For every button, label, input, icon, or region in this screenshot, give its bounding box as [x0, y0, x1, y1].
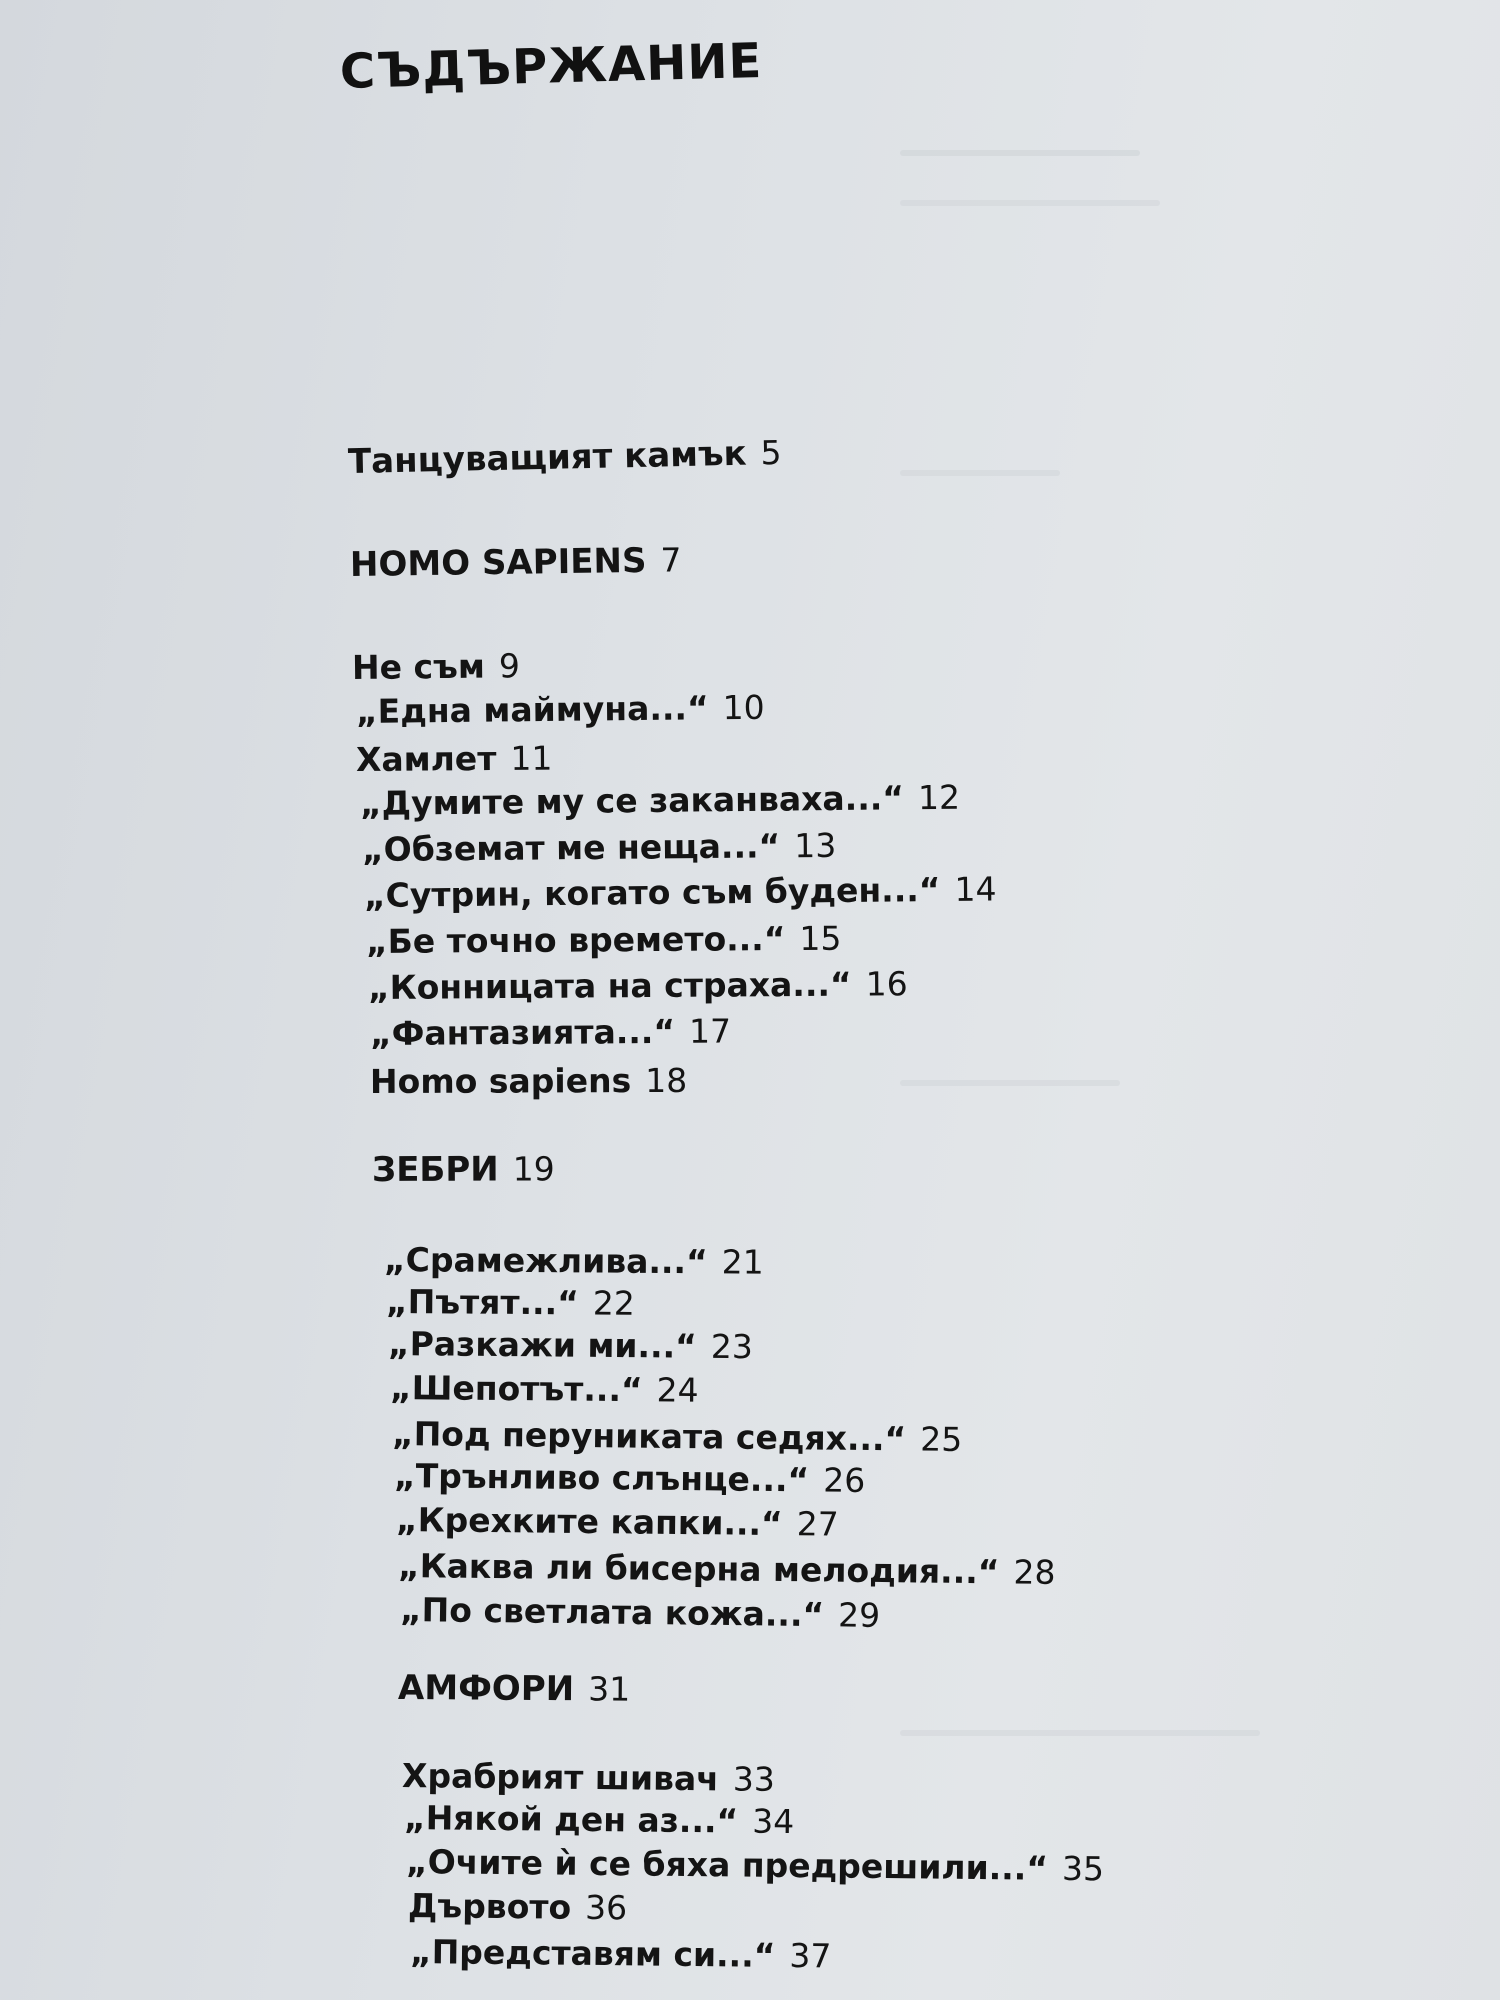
toc-entry-title: „Шепотът...“ — [389, 1368, 643, 1410]
toc-entry-title: Хамлет — [355, 739, 497, 779]
toc-entry — [398, 1546, 1056, 1592]
toc-section-heading — [348, 433, 782, 482]
toc-entry — [352, 646, 520, 687]
toc-entry-title: Храбрият шивач — [401, 1756, 720, 1799]
toc-page-number: 22 — [592, 1283, 635, 1323]
toc-entry-title: „Пътят...“ — [385, 1282, 579, 1323]
toc-page-number: 25 — [920, 1419, 963, 1459]
toc-entry — [404, 1798, 795, 1841]
page-title: СЪДЪРЖАНИЕ — [339, 32, 763, 100]
toc-entry — [362, 826, 837, 869]
toc-entry-title: HOMO SAPIENS — [349, 540, 647, 585]
toc-page-number: 9 — [498, 646, 521, 686]
toc-page-number: 10 — [722, 687, 765, 728]
toc-entry — [390, 1368, 699, 1410]
toc-entry — [392, 1414, 963, 1459]
toc-entry — [402, 1756, 775, 1799]
toc-entry-title: „Някой ден аз...“ — [403, 1798, 739, 1841]
toc-entry-title: „Представям си...“ — [409, 1932, 776, 1975]
toc-entry — [366, 919, 842, 961]
toc-entry — [360, 778, 960, 823]
toc-page-number: 15 — [799, 918, 842, 958]
toc-entry — [396, 1500, 839, 1544]
toc-entry — [368, 964, 908, 1007]
toc-entry-title: „По светлата кожа...“ — [399, 1590, 825, 1635]
toc-page-number: 26 — [823, 1460, 866, 1500]
toc-entry-title: „Под перуниката седях...“ — [391, 1414, 907, 1459]
toc-page-number: 17 — [688, 1011, 732, 1051]
toc-entry-title: „Каква ли бисерна мелодия...“ — [397, 1546, 1000, 1592]
toc-page-number: 23 — [710, 1326, 753, 1367]
toc-entry — [408, 1886, 628, 1927]
toc-entry-title: „Сутрин, когато съм буден...“ — [363, 869, 941, 915]
toc-entry — [364, 869, 997, 915]
toc-entry — [410, 1932, 832, 1975]
toc-entry — [400, 1590, 881, 1635]
toc-entry-title: „Бе точно времето...“ — [365, 919, 786, 961]
toc-page-number: 16 — [865, 964, 908, 1004]
toc-page-number: 21 — [721, 1242, 764, 1282]
toc-page-number: 35 — [1061, 1848, 1105, 1889]
toc-entry-title: „Обземат ме неща...“ — [361, 826, 781, 869]
toc-page-number: 13 — [794, 825, 837, 866]
toc-page-number: 37 — [789, 1935, 832, 1976]
toc-page-number: 31 — [588, 1669, 631, 1709]
toc-section-heading — [350, 540, 682, 585]
toc-section-heading — [398, 1668, 630, 1710]
toc-page-number: 27 — [796, 1504, 839, 1544]
toc-page-number: 33 — [732, 1759, 776, 1799]
toc-entry-title: „Очите ѝ се бяха предрешили...“ — [405, 1842, 1049, 1888]
toc-page-number: 5 — [760, 432, 782, 473]
toc-page-number: 7 — [660, 540, 682, 580]
toc-entry-title: „Думите му се заканваха...“ — [359, 778, 905, 823]
toc-entry — [356, 688, 765, 731]
toc-entry-title: „Срамежлива...“ — [383, 1240, 708, 1282]
toc-entry — [388, 1324, 753, 1366]
toc-page-number: 34 — [752, 1801, 795, 1842]
toc-entry-title: АМФОРИ — [397, 1668, 575, 1710]
toc-entry — [356, 739, 553, 779]
toc-page-number: 18 — [645, 1060, 688, 1101]
toc-page-number: 29 — [837, 1595, 881, 1635]
toc-entry-title: „Разкажи ми...“ — [387, 1324, 697, 1366]
toc-entry — [394, 1456, 866, 1500]
toc-entry-title: „Трънливо слънце...“ — [393, 1456, 810, 1500]
toc-entry-title: Не съм — [351, 646, 486, 687]
toc-entry — [370, 1011, 731, 1053]
toc-entry-title: „Крехките капки...“ — [395, 1500, 783, 1544]
toc-page-number: 36 — [584, 1887, 628, 1928]
toc-page-number: 28 — [1013, 1552, 1056, 1592]
toc-entry-title: ЗЕБРИ — [371, 1149, 499, 1190]
toc-section-heading — [372, 1149, 555, 1190]
toc-entry-title: Homo sapiens — [369, 1061, 632, 1101]
toc-entry — [370, 1061, 687, 1101]
toc-entry — [406, 1842, 1104, 1888]
toc-entry-title: Дървото — [407, 1886, 572, 1927]
toc-page-number: 14 — [954, 869, 997, 909]
toc-entry — [386, 1282, 635, 1323]
toc-page-number: 24 — [656, 1370, 699, 1410]
toc-entry — [384, 1240, 764, 1282]
toc-page-number: 11 — [510, 738, 553, 778]
toc-entry-title: „Конницата на страха...“ — [367, 964, 852, 1007]
toc-entry-title: „Една маймуна...“ — [355, 688, 709, 731]
toc-page-number: 19 — [512, 1149, 555, 1189]
toc-page-number: 12 — [917, 777, 961, 818]
toc-entry-title: Танцуващият камък — [347, 433, 748, 482]
toc-entry-title: „Фантазията...“ — [369, 1011, 676, 1053]
